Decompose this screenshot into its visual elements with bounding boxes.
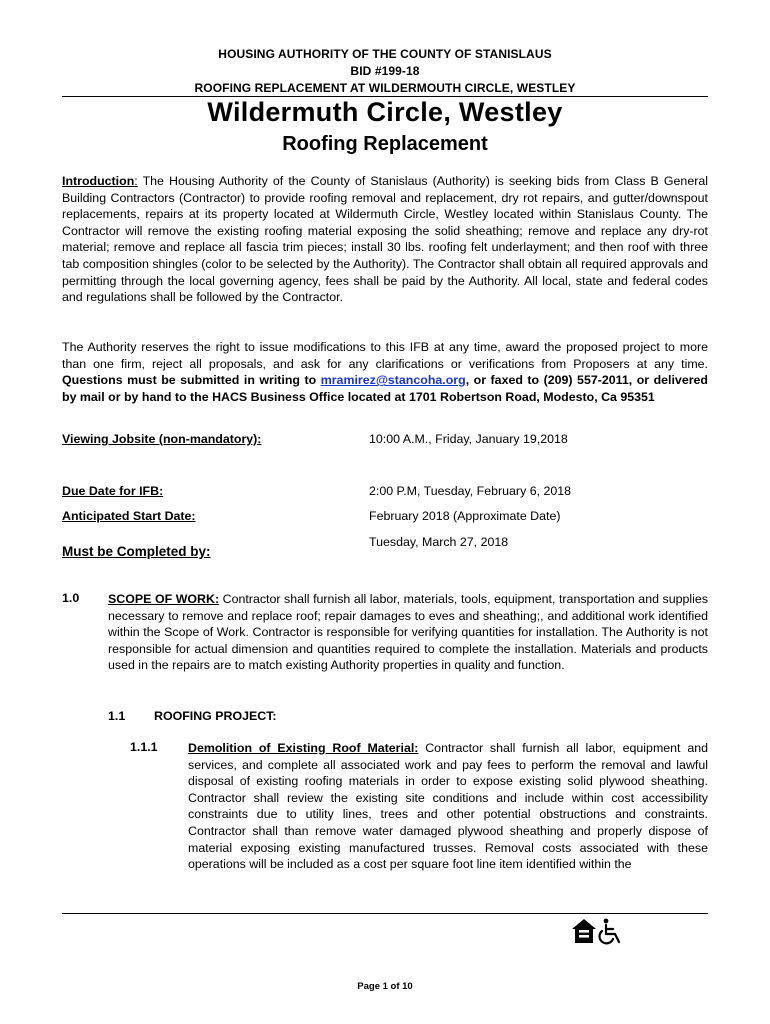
email-link[interactable]: mramirez@stancoha.org	[320, 373, 466, 388]
wheelchair-accessible-icon	[600, 919, 619, 944]
header-project: ROOFING REPLACEMENT AT WILDERMOUTH CIRCLE, WESTLEY	[194, 81, 576, 95]
introduction-colon: :	[134, 174, 138, 188]
schedule-label: Must be Completed by:	[62, 544, 211, 559]
demolition-heading: Demolition of Existing Roof Material:	[188, 741, 419, 755]
introduction-text: The Housing Authority of the County of Stanislaus (Authority) is seeking bids from Class B General Building Contractors (Contractor) to provide roofing removal and replacement, dry rot repairs, and gutter/downspout replacements, repairs at its property located at Wildermuth Circle, Westley located within Stanislaus County. The Contractor will remove the existing roofing material exposing the solid sheathing; remove and replace any dry-rot material; remove and replace all fascia trim pieces; install 30 lbs. roofing felt underlayment; and then roof with three tab composition shingles (color to be selected by the Authority). The Contractor shall obtain all required approvals and permitting through the local governing agency, fees shall be paid by the Authority. All local, state and federal codes and regulations shall be followed by the Contractor.	[62, 174, 708, 305]
demolition-paragraph	[188, 740, 708, 873]
section-number: 1.0	[62, 591, 80, 605]
introduction-label: Introduction	[62, 174, 135, 188]
scope-paragraph	[108, 591, 708, 674]
page-number: Page 1 of 10	[357, 981, 413, 992]
schedule-label: Anticipated Start Date:	[62, 509, 196, 523]
header-agency: HOUSING AUTHORITY OF THE COUNTY OF STANISLAUS	[218, 47, 552, 61]
subsection-heading: ROOFING PROJECT:	[154, 709, 277, 723]
schedule-value: 2:00 P.M, Tuesday, February 6, 2018	[369, 484, 572, 498]
item-number: 1.1.1	[130, 740, 158, 754]
reserve-text: The Authority reserves the right to issue modifications to this IFB at any time, award the proposed project to more than one firm, reject all proposals, and ask for any clarifications or verifications from Proposers at any time.	[62, 340, 708, 371]
schedule-value: Tuesday, March 27, 2018	[369, 535, 509, 549]
schedule-value: 10:00 A.M., Friday, January 19,2018	[369, 432, 568, 446]
schedule-label: Due Date for IFB:	[62, 484, 164, 498]
reserve-paragraph	[62, 339, 708, 405]
questions-text: Questions must be submitted in writing to	[62, 373, 321, 388]
introduction-paragraph	[62, 173, 708, 306]
header-bid-number: BID #199-18	[350, 64, 420, 78]
scope-text: Contractor shall furnish all labor, materials, tools, equipment, transportation and supplies necessary to remove and replace roof; repair damages to eves and sheathing;, and additional work identified within the Scope of Work. Contractor is responsible for verifying quantities for installation. The Authority is not responsible for actual dimension and quantities required to complete the installation. Materials and products used in the repairs are to match existing Authority properties in quality and function.	[108, 592, 709, 673]
schedule-label: Viewing Jobsite (non-mandatory):	[62, 432, 262, 446]
footer-rule	[62, 913, 708, 914]
scope-heading: SCOPE OF WORK:	[108, 592, 220, 606]
contact-text: , or faxed to (209) 557-2011, or delivered by mail or by hand to the HACS Business Office located at 1701 Robertson Road, Modesto, Ca 95351	[62, 373, 708, 404]
page-subtitle: Roofing Replacement	[282, 133, 488, 155]
equal-housing-icon	[572, 919, 596, 943]
schedule-value: February 2018 (Approximate Date)	[369, 509, 561, 523]
demolition-text: Contractor shall furnish all labor, equipment and services, and complete all associated work and pay fees to perform the removal and lawful disposal of existing roofing materials in order to expose existing solid plywood sheathing. Contractor shall review the existing site conditions and include within cost accessibility constraints due to utility lines, trees and other potential obstructions and constraints. Contractor shall than remove water damaged plywood sheathing and properly dispose of material exposing existing manufactured trusses. Removal costs associated with these operations will be included as a cost per square foot line item identified within the	[188, 741, 708, 872]
subsection-number: 1.1	[108, 709, 126, 723]
page-title: Wildermuth Circle, Westley	[207, 97, 563, 127]
footer-icons	[571, 917, 631, 945]
